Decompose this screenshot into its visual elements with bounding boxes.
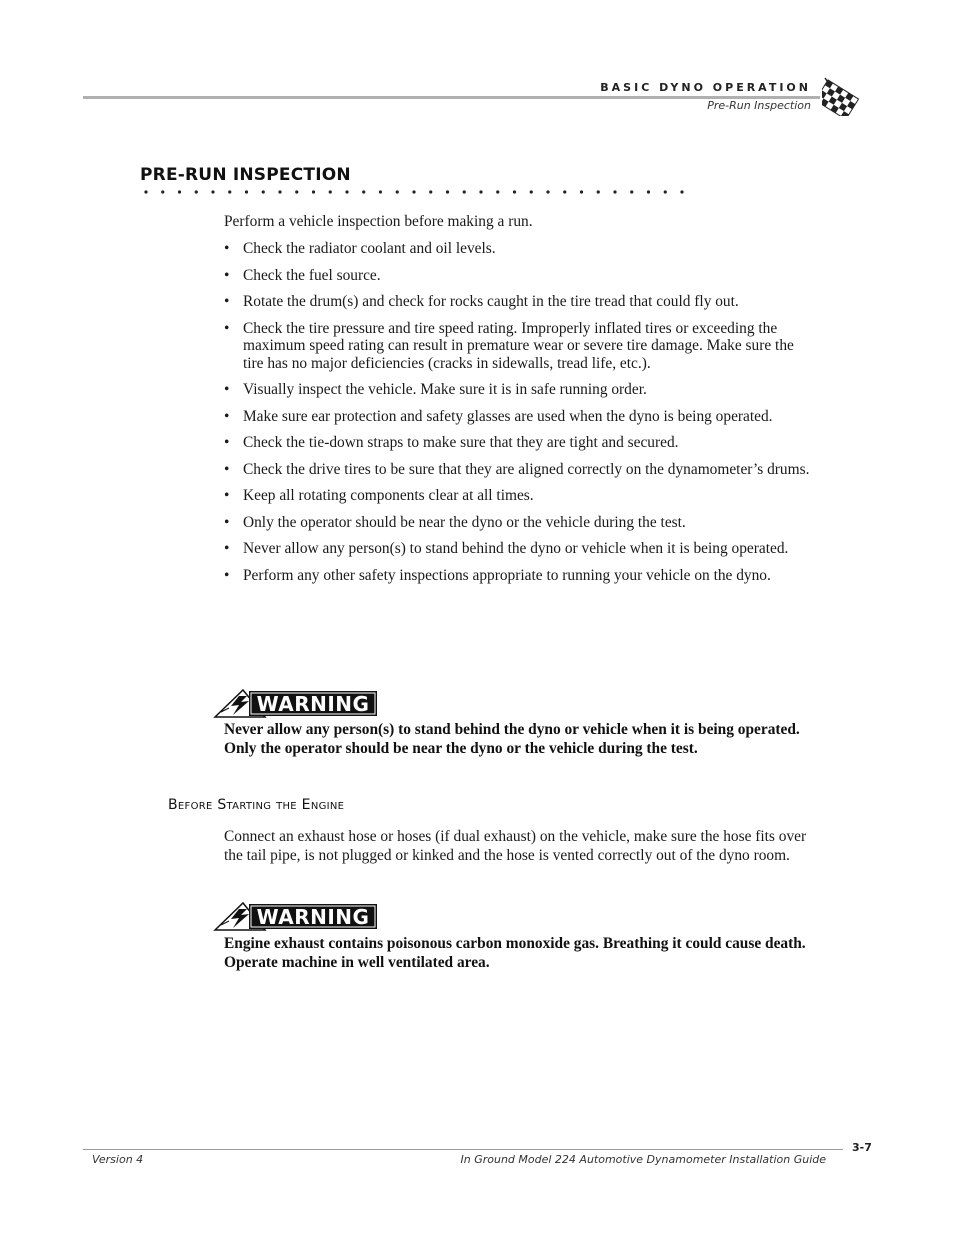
list-item-text: Visually inspect the vehicle. Make sure it is in safe running order. xyxy=(243,381,647,398)
title-dot xyxy=(563,190,566,193)
title-dot xyxy=(680,190,683,193)
checkered-flag-icon xyxy=(822,76,866,116)
list-item xyxy=(224,434,814,452)
warning-label: WARNING xyxy=(256,692,370,716)
bullet-icon: • xyxy=(224,566,230,584)
list-item xyxy=(224,514,814,532)
bullet-icon: • xyxy=(224,381,230,398)
list-item xyxy=(224,267,814,285)
title-dot xyxy=(546,190,549,193)
bullet-icon: • xyxy=(224,434,230,451)
title-dot xyxy=(161,190,164,193)
title-dot xyxy=(613,190,616,193)
header-subsection-title: Pre-Run Inspection xyxy=(707,99,811,112)
title-dot xyxy=(295,190,298,193)
title-dot xyxy=(580,190,583,193)
title-dot xyxy=(630,190,633,193)
header-section-title: BASIC DYNO OPERATION xyxy=(600,81,811,94)
list-item xyxy=(224,320,814,373)
title-dot xyxy=(412,190,415,193)
list-item-text: Check the drive tires to be sure that they are aligned correctly on the dynamometer’s drums. xyxy=(243,460,810,478)
list-item-text: Check the fuel source. xyxy=(243,266,381,284)
title-dot xyxy=(429,190,432,193)
title-dot xyxy=(479,190,482,193)
list-item-text: Keep all rotating components clear at all times. xyxy=(243,487,534,504)
list-item xyxy=(224,540,814,558)
list-item xyxy=(224,461,814,479)
bullet-icon: • xyxy=(224,513,230,531)
list-item xyxy=(224,408,814,426)
title-dot xyxy=(178,190,181,193)
list-item-text: Check the radiator coolant and oil levels. xyxy=(243,240,496,257)
bullet-icon: • xyxy=(224,319,230,337)
title-dot xyxy=(396,190,399,193)
title-dot xyxy=(312,190,315,193)
list-item-text: Rotate the drum(s) and check for rocks caught in the tire tread that could fly out. xyxy=(243,293,739,310)
title-dot xyxy=(446,190,449,193)
bullet-icon: • xyxy=(224,540,230,557)
title-dot xyxy=(345,190,348,193)
bullet-icon: • xyxy=(224,460,230,478)
title-dot xyxy=(144,190,147,193)
title-dot xyxy=(278,190,281,193)
bullet-icon: • xyxy=(224,293,230,310)
footer-guide-title: In Ground Model 224 Automotive Dynamometer Installation Guide xyxy=(460,1153,826,1166)
bullet-icon: • xyxy=(224,266,230,284)
warning-text: Never allow any person(s) to stand behind the dyno or vehicle when it is being operated. Only the operator should be near the dyno or the vehicle during the test. xyxy=(224,721,800,757)
list-item-text: Check the tire pressure and tire speed rating. Improperly inflated tires or exceeding the maximum speed rating can result in premature wear or severe tire damage. Make sure the tire has no major deficiencies (cracks in sidewalls, tread life, etc.). xyxy=(243,319,794,372)
list-item-text: Never allow any person(s) to stand behind the dyno or vehicle when it is being operated. xyxy=(243,540,789,557)
title-dot xyxy=(463,190,466,193)
page-number: 3-7 xyxy=(852,1141,872,1154)
title-dot xyxy=(245,190,248,193)
footer-rule xyxy=(83,1149,843,1150)
warning-banner xyxy=(213,901,379,931)
list-item-text: Perform any other safety inspections appropriate to running your vehicle on the dyno. xyxy=(243,566,771,584)
bullet-icon: • xyxy=(224,487,230,504)
title-dot xyxy=(513,190,516,193)
title-dot xyxy=(195,190,198,193)
list-item-text: Only the operator should be near the dyno or the vehicle during the test. xyxy=(243,513,686,531)
title-dot xyxy=(597,190,600,193)
list-item xyxy=(224,381,814,399)
title-dot xyxy=(228,190,231,193)
bullet-icon: • xyxy=(224,407,230,425)
list-item xyxy=(224,240,814,258)
title-dot xyxy=(329,190,332,193)
list-item xyxy=(224,567,814,585)
title-dot xyxy=(379,190,382,193)
title-dot xyxy=(362,190,365,193)
title-dot xyxy=(647,190,650,193)
list-item xyxy=(224,487,814,505)
title-dot xyxy=(496,190,499,193)
title-dot xyxy=(262,190,265,193)
subsection-title: Before Starting the Engine xyxy=(168,797,345,813)
list-item-text: Check the tie-down straps to make sure that they are tight and secured. xyxy=(243,434,679,451)
warning-text: Engine exhaust contains poisonous carbon monoxide gas. Breathing it could cause death. Operate machine in well ventilated area. xyxy=(224,935,806,971)
inspection-checklist xyxy=(224,240,814,593)
title-dot xyxy=(664,190,667,193)
list-item xyxy=(224,293,814,311)
warning-label: WARNING xyxy=(256,905,370,929)
title-dotted-rule xyxy=(141,188,689,196)
intro-paragraph: Perform a vehicle inspection before making a run. xyxy=(224,213,533,230)
page-title: PRE-RUN INSPECTION xyxy=(140,165,351,185)
title-dot xyxy=(530,190,533,193)
list-item-text: Make sure ear protection and safety glasses are used when the dyno is being operated. xyxy=(243,407,773,425)
title-dot xyxy=(211,190,214,193)
bullet-icon: • xyxy=(224,240,230,257)
warning-banner xyxy=(213,688,379,718)
footer-version: Version 4 xyxy=(92,1153,144,1166)
subsection-paragraph: Connect an exhaust hose or hoses (if dual exhaust) on the vehicle, make sure the hose fits over the tail pipe, is not plugged or kinked and the hose is vented correctly out of the dyno room. xyxy=(224,828,807,864)
